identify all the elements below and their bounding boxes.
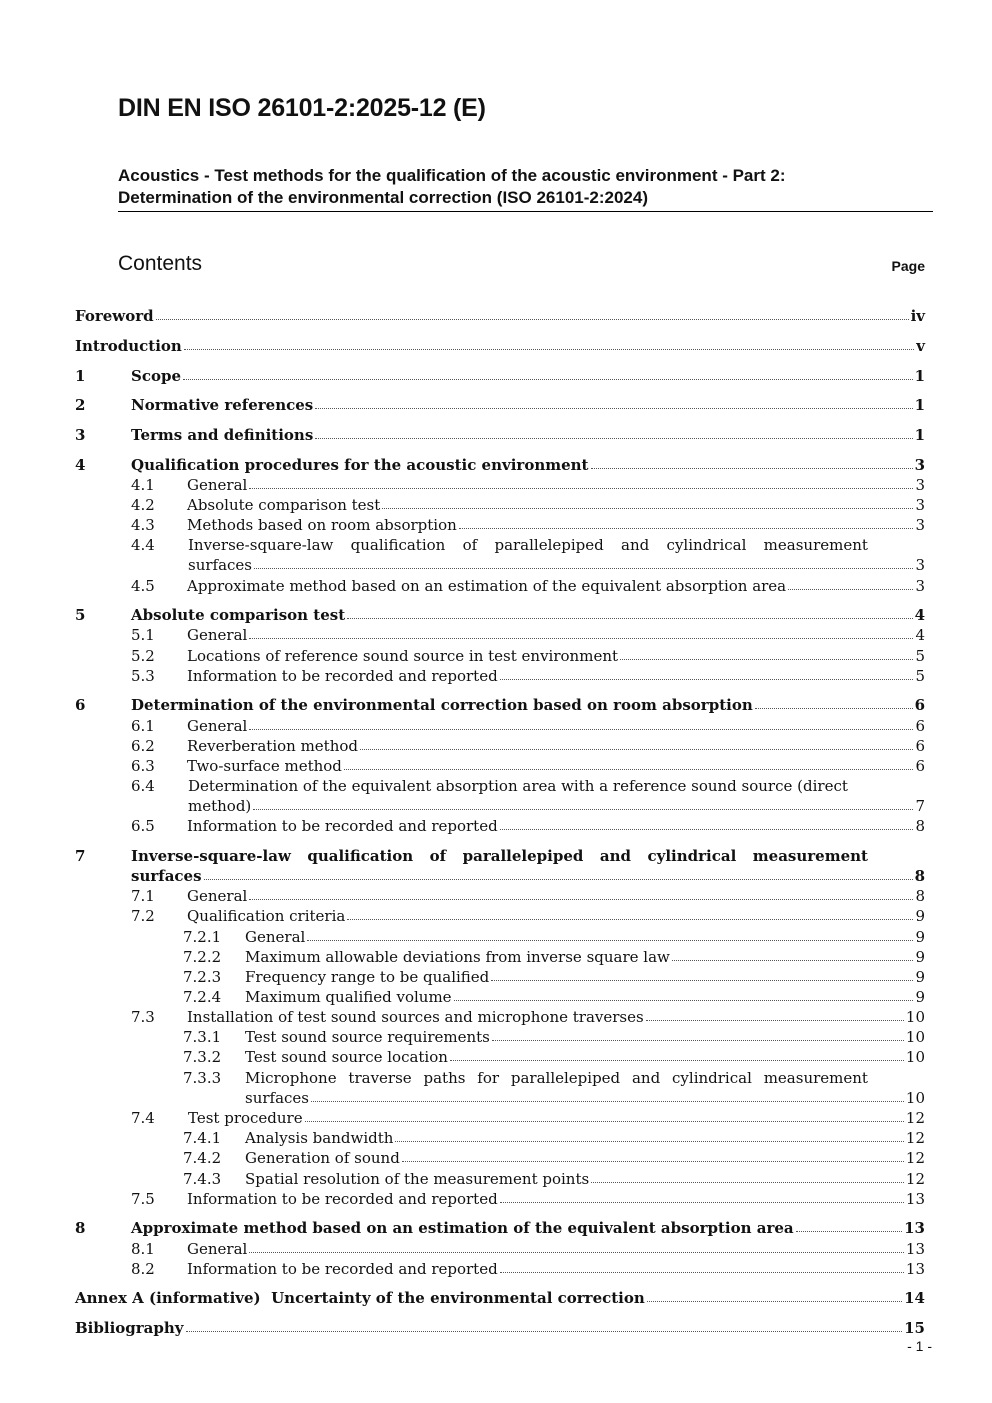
toc-label: Approximate method based on an estimation of the equivalent absorption area [187, 577, 787, 595]
toc-number: 8.2 [131, 1260, 155, 1278]
toc-entry-6-4-line1[interactable] [131, 776, 848, 796]
toc-number: 5.2 [131, 647, 155, 665]
toc-number: 7.4 [131, 1109, 155, 1127]
toc-number: 7.1 [131, 887, 155, 905]
toc-entry-1[interactable] [75, 366, 925, 386]
toc-entry-6-2[interactable] [75, 736, 925, 756]
toc-word: cylindrical [672, 1069, 752, 1087]
toc-label: Maximum qualified volume [245, 988, 452, 1006]
toc-label: Spatial resolution of the measurement points [245, 1170, 590, 1188]
toc-number: 6.4 [131, 777, 155, 795]
toc-number: 7.3.1 [183, 1028, 222, 1046]
toc-page: 10 [905, 1008, 925, 1026]
toc-number: 7 [75, 847, 86, 865]
toc-entry-8-1[interactable] [75, 1239, 925, 1259]
toc-number: 4.3 [131, 516, 155, 534]
toc-word: measurement [752, 847, 868, 865]
toc-page: 12 [905, 1170, 925, 1188]
toc-page: 3 [915, 577, 925, 595]
toc-word: parallelepiped [494, 536, 604, 554]
toc-label: method) [188, 797, 252, 815]
toc-label: General [187, 476, 248, 494]
toc-word: of [429, 847, 447, 865]
toc-page: 7 [915, 797, 925, 815]
toc-entry-introduction[interactable] [75, 336, 925, 356]
toc-entry-annex-a[interactable] [75, 1288, 925, 1308]
toc-entry-5[interactable] [75, 605, 925, 625]
toc-page: 9 [915, 907, 925, 925]
toc-label: Terms and definitions [131, 426, 314, 444]
toc-entry-4[interactable] [75, 455, 925, 475]
toc-page: 3 [915, 476, 925, 494]
toc-entry-6[interactable] [75, 695, 925, 715]
toc-page: 9 [915, 948, 925, 966]
toc-entry-7-2[interactable] [75, 906, 925, 926]
toc-label: Determination of the equivalent absorption area with a reference sound source (direct [188, 777, 848, 795]
toc-entry-7-3-1[interactable] [75, 1027, 925, 1047]
toc-entry-7-line1[interactable] [75, 846, 868, 866]
toc-page: 4 [915, 626, 925, 644]
toc-entry-6-4-line2[interactable] [75, 796, 925, 816]
toc-entry-6-5[interactable] [75, 816, 925, 836]
toc-number: 4.2 [131, 496, 155, 514]
toc-entry-7-4[interactable] [75, 1108, 925, 1128]
toc-number: 7.4.1 [183, 1129, 222, 1147]
toc-word: measurement [763, 1069, 868, 1087]
toc-label: Test procedure [188, 1109, 303, 1127]
toc-label: Foreword [75, 307, 154, 325]
toc-number: 6.5 [131, 817, 155, 835]
toc-label: Information to be recorded and reported [187, 817, 498, 835]
toc-page: 8 [914, 867, 925, 885]
toc-number: 8.1 [131, 1240, 155, 1258]
toc-word: for [477, 1069, 500, 1087]
toc-word: and [631, 1069, 661, 1087]
toc-number: 7.5 [131, 1190, 155, 1208]
toc-number: 7.2 [131, 907, 155, 925]
toc-entry-6-3[interactable] [75, 756, 925, 776]
toc-entry-8-2[interactable] [75, 1259, 925, 1279]
toc-word: Microphone [245, 1069, 337, 1087]
toc-label: surfaces [245, 1089, 309, 1107]
toc-number: 8 [75, 1219, 86, 1237]
toc-entry-7-4-2[interactable] [75, 1148, 925, 1168]
toc-number: 7.3 [131, 1008, 155, 1026]
toc-page: 12 [905, 1149, 925, 1167]
toc-entry-7-1[interactable] [75, 886, 925, 906]
toc-number: 4 [75, 456, 86, 474]
toc-number: 6.1 [131, 717, 155, 735]
toc-entry-7-2-3[interactable] [75, 967, 925, 987]
toc-page: 9 [915, 968, 925, 986]
toc-label: General [245, 928, 306, 946]
toc-entry-4-2[interactable] [75, 495, 925, 515]
toc-entry-7-3[interactable] [75, 1007, 925, 1027]
toc-page: 13 [905, 1260, 925, 1278]
toc-entry-7-line2[interactable] [75, 866, 925, 886]
toc-word: parallelepiped [510, 1069, 621, 1087]
toc-number: 6 [75, 696, 86, 714]
toc-page: 5 [915, 667, 925, 685]
toc-label: Information to be recorded and reported [187, 1190, 498, 1208]
subtitle-line-1: Acoustics - Test methods for the qualification of the acoustic environment - Part 2: [118, 166, 786, 185]
toc-label: Analysis bandwidth [245, 1129, 394, 1147]
toc-page: 1 [914, 367, 925, 385]
page-number: - 1 - [907, 1338, 932, 1354]
toc-page: 12 [905, 1129, 925, 1147]
toc-word: measurement [763, 536, 868, 554]
toc-label: Generation of sound [245, 1149, 400, 1167]
toc-word: cylindrical [647, 847, 737, 865]
toc-label: Scope [131, 367, 182, 385]
toc-label: Determination of the environmental correction based on room absorption [131, 696, 753, 714]
toc-page: 3 [915, 556, 925, 574]
toc-page: 9 [915, 928, 925, 946]
toc-word: Inverse-square-law [131, 847, 291, 865]
toc-page: 15 [904, 1319, 925, 1337]
toc-label: Information to be recorded and reported [187, 1260, 498, 1278]
toc-page: 13 [904, 1219, 925, 1237]
toc-label: Test sound source location [245, 1048, 448, 1066]
toc-page: 5 [915, 647, 925, 665]
toc-number: 7.2.1 [183, 928, 222, 946]
toc-word: of [462, 536, 478, 554]
toc-label: Normative references [131, 396, 314, 414]
toc-label: Test sound source requirements [245, 1028, 490, 1046]
toc-number: 4.4 [131, 536, 155, 554]
document-id: DIN EN ISO 26101-2:2025-12 (E) [118, 94, 486, 122]
toc-entry-5-3[interactable] [75, 666, 925, 686]
toc-page: v [916, 337, 925, 355]
toc-number: 2 [75, 396, 86, 414]
toc-number: 6.2 [131, 737, 155, 755]
toc-label: Methods based on room absorption [187, 516, 457, 534]
toc-number: 7.3.3 [183, 1069, 222, 1087]
toc-label: Information to be recorded and reported [187, 667, 498, 685]
toc-page: 8 [915, 887, 925, 905]
contents-heading: Contents [118, 252, 203, 275]
toc-entry-bibliography[interactable] [75, 1318, 925, 1338]
toc-page: 4 [914, 606, 925, 624]
document-subtitle [118, 165, 933, 212]
toc-label: Two-surface method [187, 757, 342, 775]
toc-page: 14 [904, 1289, 925, 1307]
toc-page: 13 [905, 1240, 925, 1258]
toc-page: 3 [914, 456, 925, 474]
toc-page: 9 [915, 988, 925, 1006]
toc-entry-7-2-2[interactable] [75, 947, 925, 967]
toc-page: 10 [905, 1028, 925, 1046]
toc-word: Inverse-square-law [188, 536, 334, 554]
toc-number: 7.4.3 [183, 1170, 222, 1188]
page-column-heading: Page [891, 258, 925, 274]
toc-entry-7-2-4[interactable] [75, 987, 925, 1007]
toc-page: 6 [915, 717, 925, 735]
toc-number: 7.2.2 [183, 948, 222, 966]
toc-number: 3 [75, 426, 86, 444]
toc-label: Locations of reference sound source in test environment [187, 647, 619, 665]
toc-word: traverse [348, 1069, 412, 1087]
toc-page: 3 [915, 516, 925, 534]
toc-entry-3[interactable] [75, 425, 925, 445]
toc-label: Introduction [75, 337, 182, 355]
toc-page: 13 [905, 1190, 925, 1208]
toc-number: 5.1 [131, 626, 155, 644]
toc-entry-4-4-line1[interactable] [131, 535, 868, 555]
toc-number: 7.3.2 [183, 1048, 222, 1066]
toc-entry-8[interactable] [75, 1218, 925, 1238]
toc-entry-7-5[interactable] [75, 1189, 925, 1209]
toc-label: surfaces [188, 556, 252, 574]
toc-entry-4-4-line2[interactable] [75, 555, 925, 575]
toc-entry-7-3-2[interactable] [75, 1047, 925, 1067]
toc-label: Installation of test sound sources and microphone traverses [187, 1008, 644, 1026]
toc-number: 1 [75, 367, 86, 385]
toc-entry-4-1[interactable] [75, 475, 925, 495]
toc-label: Frequency range to be qualified [245, 968, 490, 986]
toc-entry-foreword[interactable] [75, 306, 925, 326]
toc-entry-7-4-1[interactable] [75, 1128, 925, 1148]
toc-entry-5-2[interactable] [75, 646, 925, 666]
toc-label: General [187, 1240, 248, 1258]
toc-page: 3 [915, 496, 925, 514]
toc-number: 4.1 [131, 476, 155, 494]
toc-number: 7.2.3 [183, 968, 222, 986]
toc-word: and [599, 847, 631, 865]
toc-number: 5 [75, 606, 86, 624]
toc-label: Qualification criteria [187, 907, 346, 925]
toc-page: 6 [915, 757, 925, 775]
toc-number: 5.3 [131, 667, 155, 685]
toc-label: General [187, 887, 248, 905]
toc-number: 6.3 [131, 757, 155, 775]
toc-word: paths [423, 1069, 466, 1087]
toc-word: qualification [350, 536, 446, 554]
toc-page: 10 [905, 1048, 925, 1066]
toc-word: and [621, 536, 650, 554]
toc-entry-7-4-3[interactable] [75, 1169, 925, 1189]
toc-number: 4.5 [131, 577, 155, 595]
toc-number: 7.2.4 [183, 988, 222, 1006]
toc-entry-4-3[interactable] [75, 515, 925, 535]
toc-entry-7-3-3-line1[interactable] [183, 1068, 868, 1088]
subtitle-line-2: Determination of the environmental correction (ISO 26101-2:2024) [118, 188, 648, 207]
toc-entry-5-1[interactable] [75, 625, 925, 645]
toc-page: 10 [905, 1089, 925, 1107]
toc-entry-6-1[interactable] [75, 716, 925, 736]
toc-word: cylindrical [666, 536, 747, 554]
toc-label: Qualification procedures for the acoustic environment [131, 456, 589, 474]
toc-label: surfaces [131, 867, 202, 885]
toc-label: Absolute comparison test [131, 606, 346, 624]
toc-page: 1 [914, 426, 925, 444]
toc-word: parallelepiped [462, 847, 584, 865]
toc-label: Maximum allowable deviations from inverse square law [245, 948, 670, 966]
toc-page: 1 [914, 396, 925, 414]
toc-label: General [187, 717, 248, 735]
toc-label: Approximate method based on an estimation of the equivalent absorption area [131, 1219, 794, 1237]
toc-label: Annex A (informative) Uncertainty of the environmental correction [75, 1289, 645, 1307]
toc-entry-2[interactable] [75, 395, 925, 415]
toc-entry-4-5[interactable] [75, 576, 925, 596]
toc-word: qualification [307, 847, 414, 865]
toc-page: iv [910, 307, 925, 325]
toc-page: 8 [915, 817, 925, 835]
toc-page: 6 [914, 696, 925, 714]
toc-label: Reverberation method [187, 737, 358, 755]
toc-label: General [187, 626, 248, 644]
toc-label: Bibliography [75, 1319, 184, 1337]
toc-entry-7-2-1[interactable] [75, 927, 925, 947]
toc-label: Absolute comparison test [187, 496, 381, 514]
toc-page: 12 [905, 1109, 925, 1127]
toc-entry-7-3-3-line2[interactable] [75, 1088, 925, 1108]
toc-page: 6 [915, 737, 925, 755]
toc-number: 7.4.2 [183, 1149, 222, 1167]
